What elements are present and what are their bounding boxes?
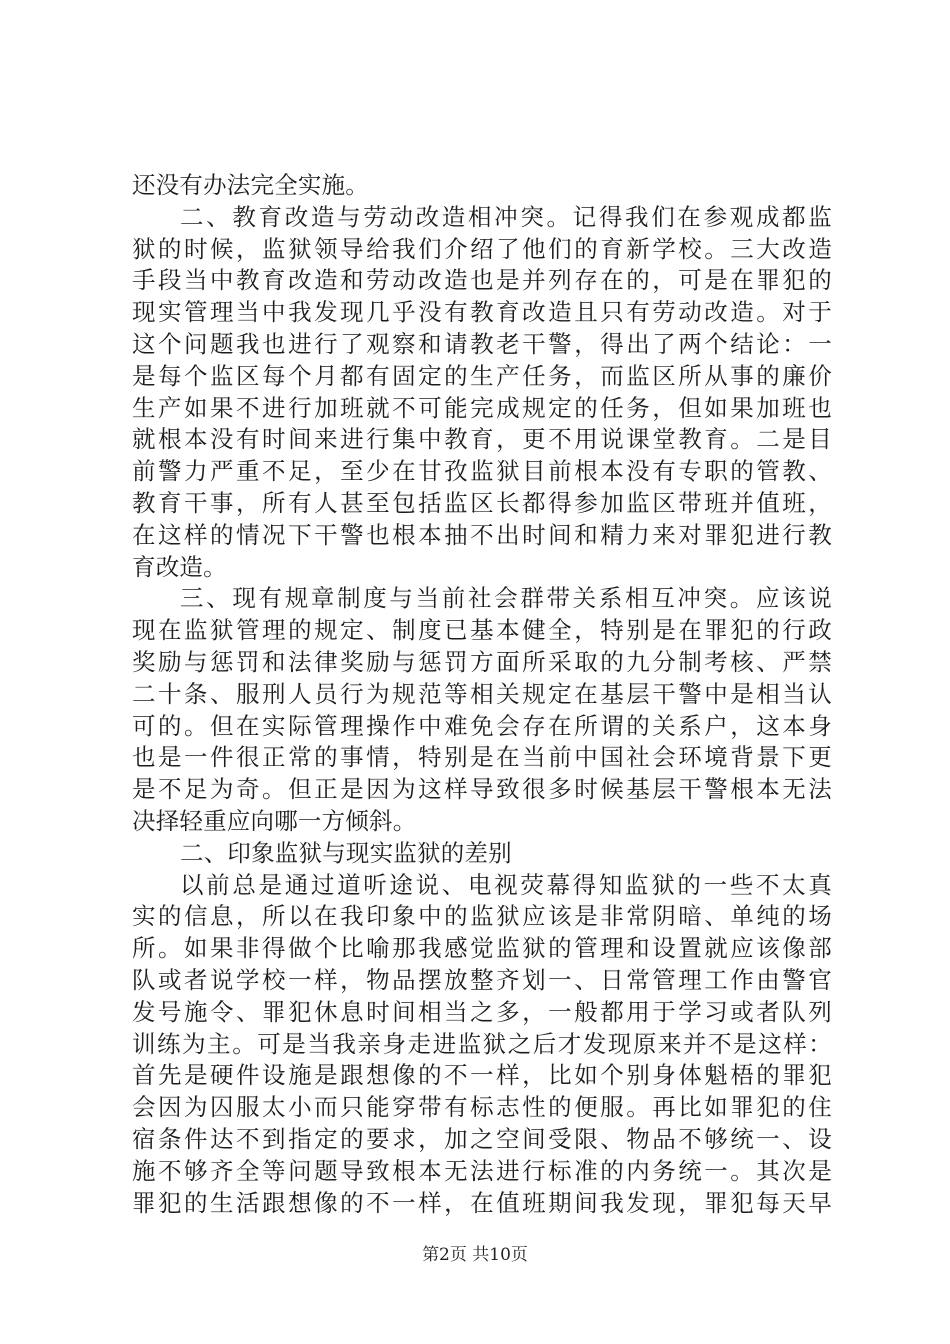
text-line: 奖励与惩罚和法律奖励与惩罚方面所采取的九分制考核、严禁 <box>132 647 832 676</box>
text-line: 施不够齐全等问题导致根本无法进行标准的内务统一。其次是 <box>132 1156 832 1185</box>
text-line: 罪犯的生活跟想像的不一样，在值班期间我发现，罪犯每天早 <box>132 1188 832 1217</box>
text-line: 训练为主。可是当我亲身走进监狱之后才发现原来并不是这样： <box>132 1029 832 1058</box>
text-line: 还没有办法完全实施。 <box>132 171 369 199</box>
text-line: 所。如果非得做个比喻那我感觉监狱的管理和设置就应该像部 <box>132 934 832 963</box>
text-line: 发号施令、罪犯休息时间相当之多，一般都用于学习或者队列 <box>132 997 832 1026</box>
text-line: 现在监狱管理的规定、制度已基本健全，特别是在罪犯的行政 <box>132 616 832 645</box>
text-line: 狱的时候，监狱领导给我们介绍了他们的育新学校。三大改造 <box>132 234 832 263</box>
text-line: 会因为囚服太小而只能穿带有标志性的便服。再比如罪犯的住 <box>132 1093 832 1122</box>
text-line: 决择轻重应向哪一方倾斜。 <box>132 806 417 835</box>
paragraph-start-line: 三、现有规章制度与当前社会群带关系相互冲突。应该说 <box>180 584 832 613</box>
section-heading: 二、印象监狱与现实监狱的差别 <box>180 838 512 867</box>
text-line: 实的信息，所以在我印象中的监狱应该是非常阴暗、单纯的场 <box>132 902 832 931</box>
text-line: 宿条件达不到指定的要求，加之空间受限、物品不够统一、设 <box>132 1124 832 1153</box>
text-line: 就根本没有时间来进行集中教育，更不用说课堂教育。二是目 <box>132 425 832 454</box>
paragraph-start-line: 二、教育改造与劳动改造相冲突。记得我们在参观成都监 <box>180 202 832 231</box>
text-line: 可的。但在实际管理操作中难免会存在所谓的关系户，这本身 <box>132 711 832 740</box>
text-line: 手段当中教育改造和劳动改造也是并列存在的，可是在罪犯的 <box>132 266 832 295</box>
text-line: 首先是硬件设施是跟想像的不一样，比如个别身体魁梧的罪犯 <box>132 1061 832 1090</box>
text-line: 这个问题我也进行了观察和请教老干警，得出了两个结论：一 <box>132 329 832 358</box>
text-line: 队或者说学校一样，物品摆放整齐划一、日常管理工作由警官 <box>132 965 832 994</box>
text-line: 现实管理当中我发现几乎没有教育改造且只有劳动改造。对于 <box>132 298 832 327</box>
text-line: 生产如果不进行加班就不可能完成规定的任务，但如果加班也 <box>132 393 832 422</box>
text-line: 在这样的情况下干警也根本抽不出时间和精力来对罪犯进行教 <box>132 520 832 549</box>
text-line: 是不足为奇。但正是因为这样导致很多时候基层干警根本无法 <box>132 775 832 804</box>
text-line: 教育干事，所有人甚至包括监区长都得参加监区带班并值班， <box>132 488 832 517</box>
text-line: 是每个监区每个月都有固定的生产任务，而监区所从事的廉价 <box>132 361 832 390</box>
paragraph-start-line: 以前总是通过道听途说、电视荧幕得知监狱的一些不太真 <box>180 870 832 899</box>
text-line: 也是一件很正常的事情，特别是在当前中国社会环境背景下更 <box>132 743 832 772</box>
text-line: 前警力严重不足，至少在甘孜监狱目前根本没有专职的管教、 <box>132 457 832 486</box>
page-number-footer: 第2页 共10页 <box>422 1245 528 1265</box>
text-line: 二十条、服刑人员行为规范等相关规定在基层干警中是相当认 <box>132 679 832 708</box>
body-text <box>132 170 832 1219</box>
text-line: 育改造。 <box>132 552 227 581</box>
